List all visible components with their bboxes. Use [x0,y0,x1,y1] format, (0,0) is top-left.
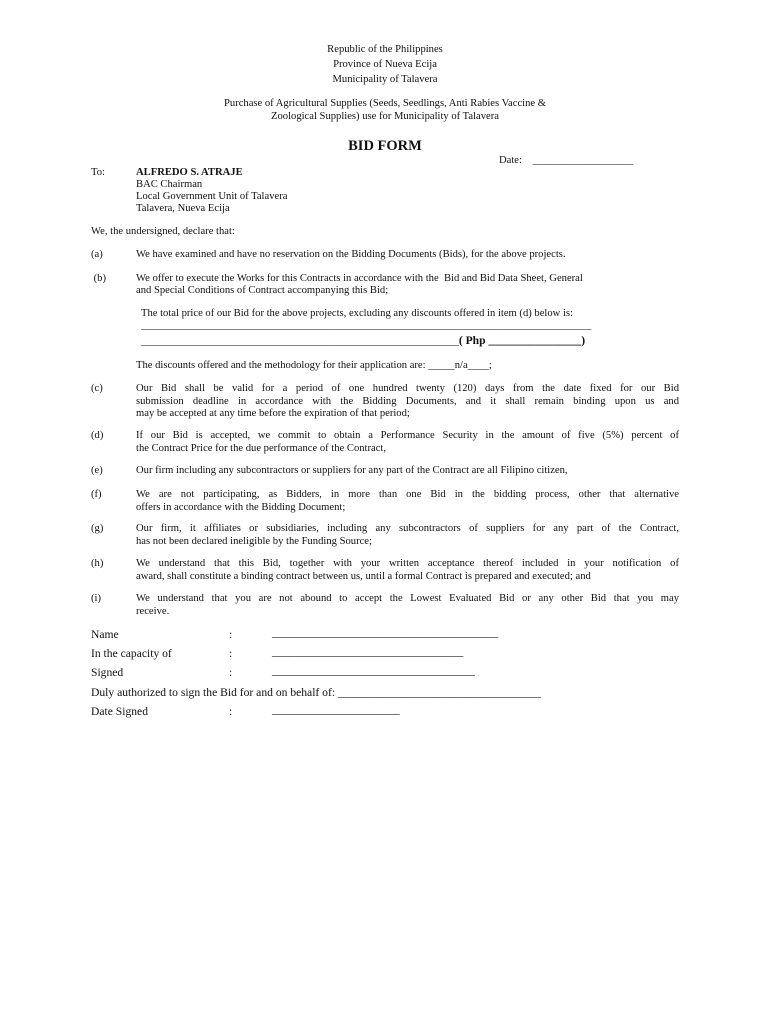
date-line [499,155,633,168]
item-a-label: (a) [91,249,103,260]
item-a-text: We have examined and have no reservation on the Bidding Documents (Bids), for the above projects. [136,249,566,260]
item-i-line-1: We understand that you are not abound to accept the Lowest Evaluated Bid or any other Bid that you may [136,593,679,604]
purpose-line-1: Purchase of Agricultural Supplies (Seeds, Seedlings, Anti Rabies Vaccine & [224,98,546,109]
capacity-blank: _________________________________ [272,645,464,658]
item-h-label: (h) [91,558,104,569]
total-price-blank-1: _____________________________________________________________________________________ [141,320,592,331]
addressee-office: Local Government Unit of Talavera [136,191,288,202]
header-municipality: Municipality of Talavera [332,74,438,85]
addressee-name: ALFREDO S. ATRAJE [136,167,243,178]
item-i-label: (i) [91,593,101,604]
discounts-line [136,360,492,373]
item-g-text [136,523,679,548]
item-h-line-1: We understand that this Bid, together with your written acceptance thereof included in your notification of [136,558,679,569]
php-amount: ( Php ________________) [458,334,586,347]
date-blank: ___________________ [532,155,634,166]
date-signed-colon: : [229,705,233,718]
item-d-line-2: the Contract Price for the due performance of the Contract, [136,442,387,454]
authorized-blank: ___________________________________ [337,686,541,699]
name-colon: : [229,628,233,641]
item-f-line-2: offers in accordance with the Bidding Document; [136,501,346,513]
item-h-text [136,558,679,583]
total-price-blank-2: ____________________________________________________________ [141,336,459,347]
item-e-text: Our firm including any subcontractors or suppliers for any part of the Contract are all Filipino citizen, [136,465,568,476]
purpose-line-2: Zoological Supplies) use for Municipality of Talavera [271,111,499,122]
name-blank: _______________________________________ [272,626,499,639]
item-i-text [136,593,679,618]
total-price-blank-line [141,335,585,349]
discounts-text: The discounts offered and the methodology for their application are: [136,360,429,371]
item-b-line-2: and Special Conditions of Contract accompanying this Bid; [136,285,389,296]
item-c-label: (c) [91,383,103,394]
item-d-label: (d) [91,430,104,441]
item-c-line-2: submission deadline in accordance with the Bidding Documents, and it shall remain binding upon us and [136,395,679,407]
date-label: Date: [499,155,522,166]
item-b-line-1: We offer to execute the Works for this Contracts in accordance with the Bid and Bid Data Sheet, General [136,273,583,284]
name-label: Name [91,628,119,641]
addressee-address: Talavera, Nueva Ecija [136,203,230,214]
signed-label: Signed [91,666,124,679]
item-c-line-1: Our Bid shall be valid for a period of one hundred twenty (120) days from the date fixed for our Bid [136,383,679,394]
item-b-label: (b) [91,273,107,284]
item-g-label: (g) [91,523,104,534]
authorized-label: Duly authorized to sign the Bid for and on behalf of: [91,686,338,699]
discounts-end: ; [488,360,492,371]
date-signed-label: Date Signed [91,705,148,718]
signed-blank: ___________________________________ [272,664,475,677]
item-i-line-2: receive. [136,605,170,617]
item-g-line-1: Our firm, it affiliates or subsidiaries, including any subcontractors of suppliers for any part of the Contract, [136,523,679,534]
authorized-line [91,687,541,700]
header-province: Province of Nueva Ecija [333,59,437,70]
page-title: BID FORM [348,138,422,154]
intro-text: We, the undersigned, declare that: [91,226,235,237]
item-h-line-2: award, shall constitute a binding contract between us, until a formal Contract is prepared and executed; and [136,570,591,582]
item-c-text [136,383,679,421]
item-c-line-3: may be accepted at any time before the expiration of that period; [136,408,410,420]
header-republic: Republic of the Philippines [327,44,443,55]
discounts-value: _____n/a____ [428,360,489,371]
item-d-line-1: If our Bid is accepted, we commit to obtain a Performance Security in the amount of five (5%) percent of [136,430,679,441]
item-e-label: (e) [91,465,103,476]
item-f-label: (f) [91,489,102,500]
addressee-position: BAC Chairman [136,179,203,190]
to-label: To: [91,167,105,178]
item-g-line-2: has not been declared ineligible by the Funding Source; [136,535,372,547]
item-f-text [136,489,679,514]
item-f-line-1: We are not participating, as Bidders, in more than one Bid in the bidding process, other that alternative [136,489,679,500]
item-d-text [136,430,679,455]
signed-colon: : [229,666,233,679]
capacity-label: In the capacity of [91,647,172,660]
date-signed-blank: ______________________ [272,703,400,716]
total-price-text: The total price of our Bid for the above projects, excluding any discounts offered in item (d) below is: [141,308,573,319]
capacity-colon: : [229,647,233,660]
